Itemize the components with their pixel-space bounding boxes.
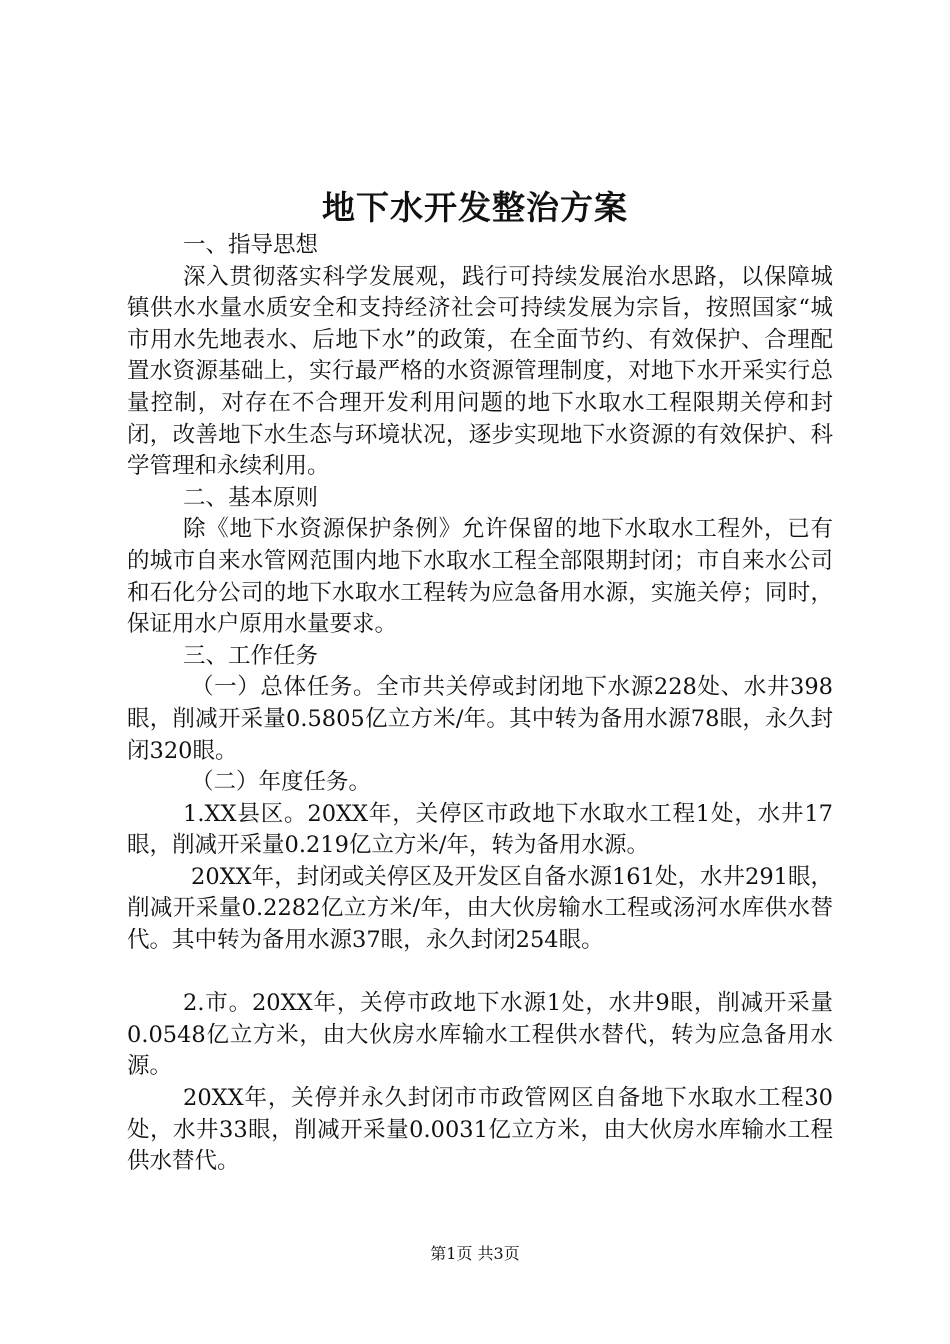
section-heading-work-tasks: 三、工作任务 (183, 642, 319, 669)
paragraph-city-task-followup: 20XX年，关停并永久封闭市市政管网区自备地下水取水工程30处，水井33眼，削减开采量0.0031亿立方米，由大伙房水库输水工程供水替代。 (127, 1085, 833, 1175)
paragraph-gap (127, 957, 833, 989)
subheading-annual-task: （二）年度任务。 (191, 769, 372, 796)
section-heading-basic-principles: 二、基本原则 (183, 484, 319, 511)
paragraph-overall-task: （一）总体任务。全市共关停或封闭地下水源228处、水井398眼，削减开采量0.5805亿立方米/年。其中转为备用水源78眼，永久封闭320眼。 (127, 674, 833, 764)
section-heading-guiding-ideology: 一、指导思想 (183, 232, 319, 258)
page-footer: 第1页 共3页 (430, 1244, 520, 1263)
paragraph-county-task: 1.XX县区。20XX年，关停区市政地下水取水工程1处，水井17眼，削减开采量0.219亿立方米/年，转为备用水源。 (127, 800, 833, 859)
paragraph-basic-principles: 除《地下水资源保护条例》允许保留的地下水取水工程外，已有的城市自来水管网范围内地下水取水工程全部限期封闭；市自来水公司和石化分公司的地下水取水工程转为应急备用水源，实施关停；同时，保证用水户原用水量要求。 (127, 516, 833, 638)
paragraph-city-task: 2.市。20XX年，关停市政地下水源1处，水井9眼，削减开采量0.0548亿立方米，由大伙房水库输水工程供水替代，转为应急备用水源。 (127, 990, 833, 1080)
document-title: 地下水开发整治方案 (322, 188, 628, 227)
paragraph-guiding-ideology: 深入贯彻落实科学发展观，践行可持续发展治水思路，以保障城镇供水水量水质安全和支持经济社会可持续发展为宗旨，按照国家“城市用水先地表水、后地下水”的政策，在全面节约、有效保护、合理配置水资源基础上，实行最严格的水资源管理制度，对地下水开采实行总量控制，对存在不合理开发利用问题的地下水取水工程限期关停和封闭，改善地下水生态与环境状况，逐步实现地下水资源的有效保护、科学管理和永续利用。 (127, 263, 833, 480)
document-body (127, 230, 833, 1178)
paragraph-county-task-followup: 20XX年，封闭或关停区及开发区自备水源161处，水井291眼，削减开采量0.2282亿立方米/年，由大伙房输水工程或汤河水库供水替代。其中转为备用水源37眼，永久封闭254眼。 (127, 863, 833, 954)
